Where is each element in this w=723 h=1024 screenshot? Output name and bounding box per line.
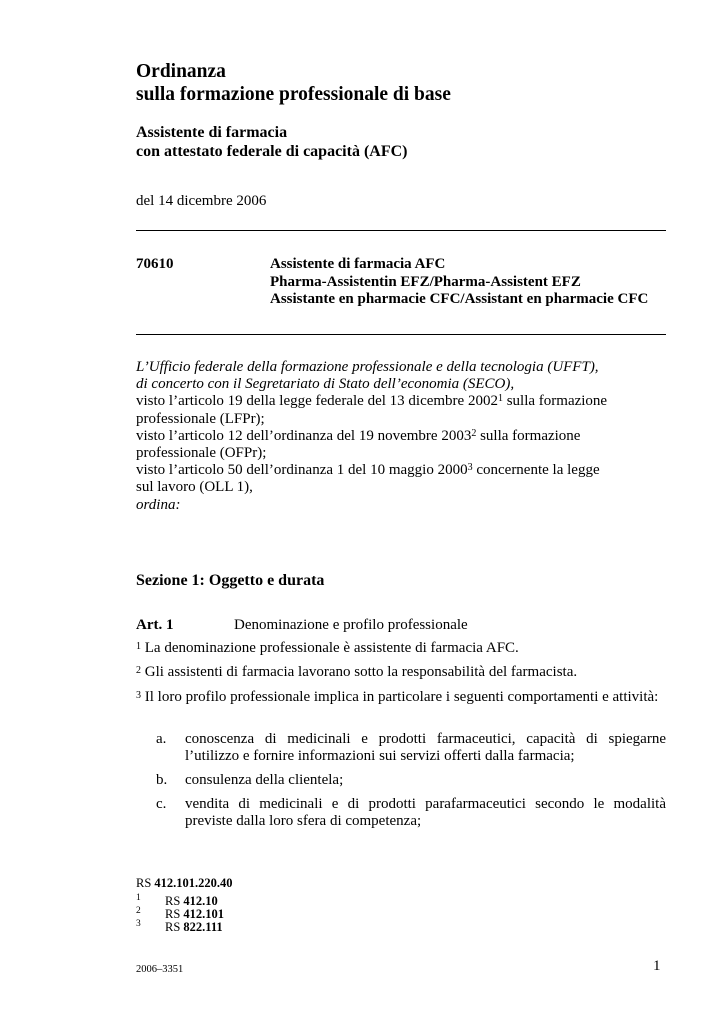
preamble-basis-2-cont: professionale (OFPr); — [136, 445, 267, 462]
paragraph-3: $^3$ Il loro profilo professionale implica in particolare i seguenti comportamenti e attività: — [136, 689, 659, 705]
title-line-2: sulla formazione professionale di base — [136, 84, 451, 105]
footnote-number: 3 — [136, 919, 141, 929]
footnote-ref-1: 1 — [497, 393, 503, 405]
divider-top — [136, 230, 666, 231]
list-item-text: conoscenza di medicinali e prodotti farmaceutici, capacità di spiegarne l’utilizzo e fornire informazioni sui servizi offerti dalla farmacia; — [185, 731, 666, 765]
paragraph-number: 3 — [136, 690, 141, 701]
list-item-text: consulenza della clientela; — [185, 772, 344, 788]
paragraph-1: $^1$ La denominazione professionale è assistente di farmacia AFC. — [136, 640, 519, 656]
document-date: del 14 dicembre 2006 — [136, 193, 267, 209]
list-item-letter: a. — [156, 731, 167, 747]
profession-name-de: Pharma-Assistentin EFZ/Pharma-Assistent EFZ — [270, 273, 581, 290]
preamble-issuer-1: L’Ufficio federale della formazione professionale e della tecnologia (UFFT), — [136, 359, 599, 375]
document-subtitle — [136, 123, 407, 161]
footnote-ref-2: 2 — [471, 427, 477, 439]
preamble-basis-1: visto l’articolo 19 della legge federale del 13 dicembre 2002$^1$ sulla formazione — [136, 393, 608, 410]
footnote-number: 1 — [136, 893, 141, 903]
title-line-1: Ordinanza — [136, 61, 226, 82]
preamble-basis-3: visto l’articolo 50 dell’ordinanza 1 del 10 maggio 2000$^3$ concernente la legge — [136, 462, 600, 479]
subtitle-line-2: con attestato federale di capacità (AFC) — [136, 143, 408, 160]
profession-name-fr: Assistante en pharmacie CFC/Assistant en pharmacie CFC — [270, 291, 649, 307]
footnote-ref-3: 3 — [467, 462, 473, 474]
paragraph-number: 1 — [136, 641, 141, 652]
divider-bottom — [136, 334, 666, 335]
document-title — [136, 60, 451, 106]
footnote-number: 2 — [136, 906, 141, 916]
article-title: Denominazione e profilo professionale — [234, 617, 468, 633]
preamble-basis-3-cont: sul lavoro (OLL 1), — [136, 479, 253, 496]
page-number: 1 — [653, 958, 661, 974]
list-item-letter: b. — [156, 772, 168, 788]
subtitle-line-1: Assistente di farmacia — [136, 124, 288, 141]
document-code: 2006–3351 — [136, 964, 184, 975]
list-item-letter: c. — [156, 796, 167, 812]
preamble-issuer-2: di concerto con il Segretariato di Stato dell’economia (SECO), — [136, 376, 515, 393]
paragraph-2: $^2$ Gli assistenti di farmacia lavorano sotto la responsabilità del farmacista. — [136, 664, 578, 680]
preamble-basis-2: visto l’articolo 12 dell’ordinanza del 19 novembre 2003$^2$ sulla formazione — [136, 427, 581, 444]
list-item-text: vendita di medicinali e di prodotti parafarmaceutici secondo le modalità previste dalla loro sfera di competenza; — [185, 796, 666, 830]
paragraph-number: 2 — [136, 665, 141, 676]
preamble — [136, 359, 666, 514]
article-number: Art. 1 — [136, 617, 174, 633]
preamble-order: ordina: — [136, 496, 181, 513]
profession-code: 70610 — [136, 256, 174, 272]
footnote-main: RS 412.101.220.40 — [136, 876, 233, 890]
section-heading: Sezione 1: Oggetto e durata — [136, 572, 325, 589]
profession-names — [270, 256, 648, 309]
profession-name-it: Assistente di farmacia AFC — [270, 256, 446, 272]
preamble-basis-1-cont: professionale (LFPr); — [136, 410, 265, 427]
